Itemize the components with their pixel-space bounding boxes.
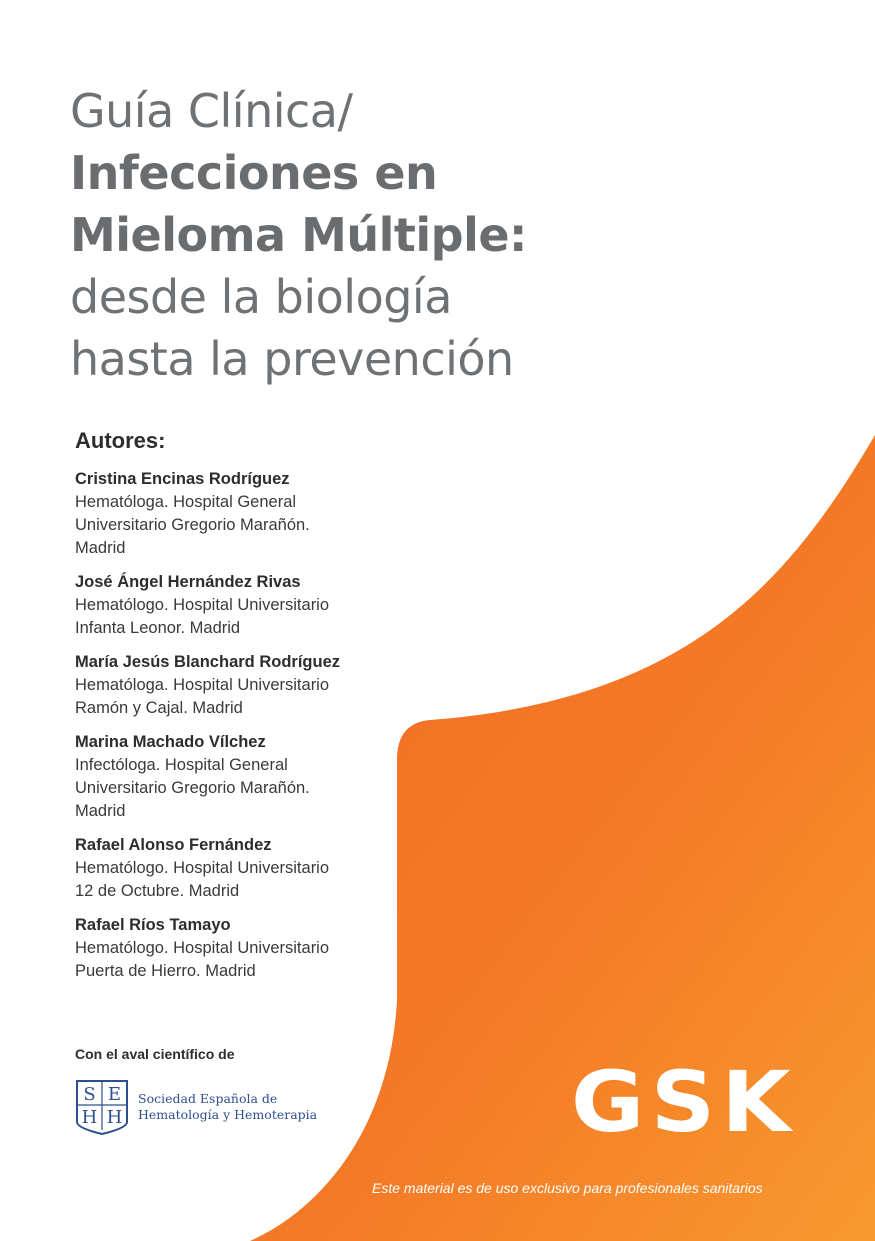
author-affiliation: Hematóloga. Hospital General Universitario Gregorio Marañón. Madrid <box>75 493 310 557</box>
author-name: Marina Machado Vílchez <box>75 733 266 751</box>
author-name: Rafael Ríos Tamayo <box>75 916 231 934</box>
sehh-letter-h1: H <box>81 1107 98 1128</box>
author-affiliation: Hematólogo. Hospital Universitario Infanta Leonor. Madrid <box>75 596 330 637</box>
sehh-letter-h2: H <box>106 1107 123 1128</box>
title-line-4: desde la biología <box>70 270 452 324</box>
sehh-letter-s: S <box>83 1084 96 1105</box>
title-line-5: hasta la prevención <box>70 332 514 386</box>
sehh-emblem-icon <box>74 1078 130 1136</box>
author-entry <box>75 468 405 560</box>
author-entry <box>75 731 405 823</box>
author-name: Rafael Alonso Fernández <box>75 836 272 854</box>
disclaimer-text: Este material es de uso exclusivo para profesionales sanitarios <box>372 1180 763 1196</box>
gsk-logo-text: GSK <box>571 1065 797 1135</box>
authors-heading: Autores: <box>75 428 166 453</box>
author-affiliation: Infectóloga. Hospital General Universitario Gregorio Marañón. Madrid <box>75 756 310 820</box>
sehh-logo <box>74 1078 317 1136</box>
author-entry <box>75 571 405 640</box>
title-line-3: Mieloma Múltiple: <box>70 208 527 262</box>
document-title <box>70 80 790 390</box>
author-name: María Jesús Blanchard Rodríguez <box>75 653 340 671</box>
sehh-letter-e: E <box>107 1084 122 1105</box>
title-line-2: Infecciones en <box>70 146 438 200</box>
author-name: José Ángel Hernández Rivas <box>75 573 301 591</box>
title-line-1: Guía Clínica/ <box>70 84 353 138</box>
author-affiliation: Hematólogo. Hospital Universitario Puerta de Hierro. Madrid <box>75 939 330 980</box>
author-affiliation: Hematólogo. Hospital Universitario 12 de Octubre. Madrid <box>75 859 330 900</box>
author-entry <box>75 914 405 983</box>
author-affiliation: Hematóloga. Hospital Universitario Ramón y Cajal. Madrid <box>75 676 330 717</box>
endorsement-label: Con el aval científico de <box>75 1046 235 1062</box>
sehh-name-line-2: Hematología y Hemoterapia <box>138 1107 318 1122</box>
gsk-logo <box>570 1065 798 1135</box>
author-entry <box>75 834 405 903</box>
author-entry <box>75 651 405 720</box>
authors-list <box>75 468 405 994</box>
sehh-name-line-1: Sociedad Española de <box>138 1091 278 1106</box>
sehh-name <box>138 1091 317 1123</box>
author-name: Cristina Encinas Rodríguez <box>75 470 290 488</box>
